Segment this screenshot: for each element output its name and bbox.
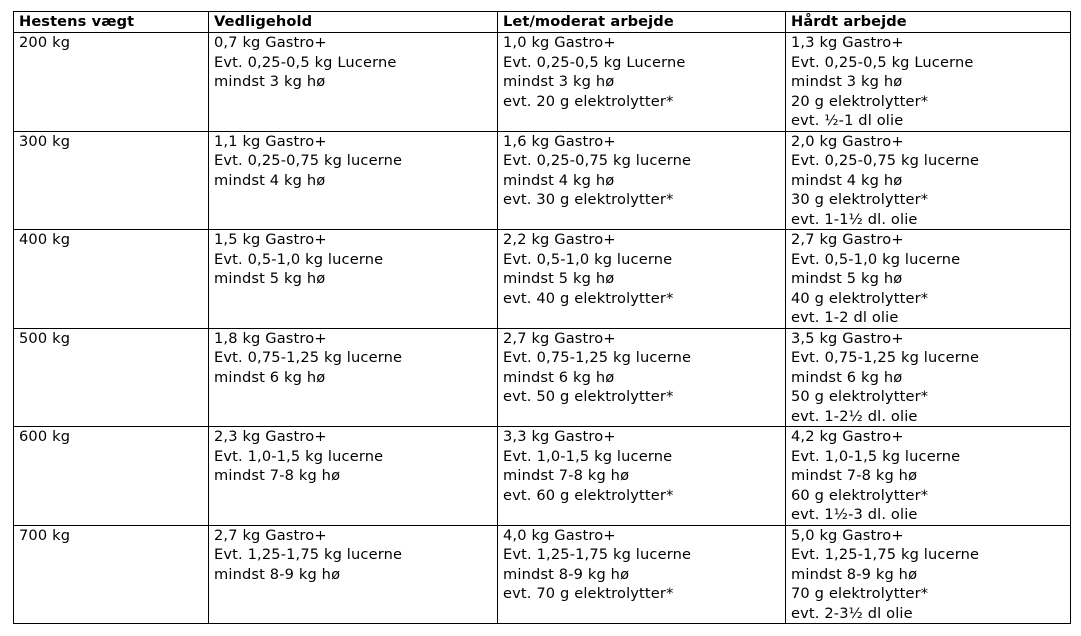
feed-line: evt. 1-2½ dl. olie	[791, 407, 918, 425]
feed-line: Evt. 0,25-0,5 kg Lucerne	[214, 53, 397, 71]
feed-line: Evt. 1,25-1,75 kg lucerne	[503, 546, 692, 563]
horse-weight-cell: 300 kg	[14, 131, 209, 230]
maintenance-cell	[209, 328, 498, 427]
feed-line: 4,0 kg Gastro+	[503, 526, 616, 544]
header-row	[14, 12, 1071, 33]
feed-line: 2,3 kg Gastro+	[214, 428, 327, 445]
table-row	[14, 230, 1071, 329]
feed-line: Evt. 1,0-1,5 kg lucerne	[503, 447, 673, 465]
feed-line: mindst 5 kg hø	[791, 270, 903, 287]
feed-line: Evt. 0,25-0,5 kg Lucerne	[791, 53, 974, 71]
feed-line: Evt. 0,25-0,75 kg lucerne	[791, 152, 980, 169]
feed-line: mindst 3 kg hø	[214, 73, 326, 90]
feed-line: evt. 1½-3 dl. olie	[791, 506, 918, 523]
feed-line: evt. 40 g elektrolytter*	[503, 289, 674, 307]
feed-line: 2,7 kg Gastro+	[791, 231, 904, 248]
feed-line: mindst 6 kg hø	[791, 368, 903, 386]
feed-line: evt. 1-1½ dl. olie	[791, 210, 918, 228]
feed-line: 3,5 kg Gastro+	[791, 329, 904, 347]
feed-line: mindst 6 kg hø	[503, 368, 615, 386]
feed-line: evt. 70 g elektrolytter*	[503, 585, 674, 602]
feed-line: mindst 5 kg hø	[214, 270, 326, 287]
table-row	[14, 131, 1071, 230]
feed-line: 2,7 kg Gastro+	[503, 329, 616, 347]
feed-line: 2,0 kg Gastro+	[791, 132, 904, 150]
feed-line: evt. 30 g elektrolytter*	[503, 191, 674, 208]
feed-line: 1,1 kg Gastro+	[214, 132, 327, 150]
table-body	[14, 33, 1071, 624]
hard-work-cell	[786, 230, 1071, 329]
feed-line: Evt. 1,25-1,75 kg lucerne	[791, 546, 980, 563]
light-moderate-work-cell	[498, 328, 786, 427]
maintenance-cell	[209, 525, 498, 624]
feed-line: mindst 3 kg hø	[503, 73, 615, 90]
horse-weight-cell: 200 kg	[14, 33, 209, 132]
horse-weight-cell: 500 kg	[14, 328, 209, 427]
hard-work-cell	[786, 131, 1071, 230]
feed-line: mindst 8-9 kg hø	[503, 565, 630, 583]
table-row	[14, 328, 1071, 427]
feed-line: evt. 1-2 dl olie	[791, 309, 899, 326]
feed-line: 60 g elektrolytter*	[791, 486, 929, 504]
feed-line: mindst 7-8 kg hø	[503, 467, 630, 484]
maintenance-cell	[209, 33, 498, 132]
light-moderate-work-cell	[498, 230, 786, 329]
feed-line: evt. 20 g elektrolytter*	[503, 92, 674, 110]
feed-line: 50 g elektrolytter*	[791, 388, 929, 405]
light-moderate-work-cell	[498, 427, 786, 526]
feed-line: mindst 7-8 kg hø	[791, 467, 918, 484]
light-moderate-work-cell	[498, 525, 786, 624]
feed-line: 40 g elektrolytter*	[791, 289, 929, 307]
horse-weight-cell: 700 kg	[14, 525, 209, 624]
feed-line: 1,6 kg Gastro+	[503, 132, 616, 150]
feed-line: 2,7 kg Gastro+	[214, 526, 327, 544]
feed-line: mindst 8-9 kg hø	[214, 565, 341, 583]
feed-line: 4,2 kg Gastro+	[791, 428, 904, 445]
light-moderate-work-cell	[498, 33, 786, 132]
feed-line: Evt. 1,25-1,75 kg lucerne	[214, 546, 403, 563]
feed-line: mindst 6 kg hø	[214, 368, 326, 386]
maintenance-cell	[209, 427, 498, 526]
horse-weight-cell: 400 kg	[14, 230, 209, 329]
feed-line: Evt. 0,25-0,75 kg lucerne	[503, 152, 692, 169]
feeding-table	[13, 11, 1071, 624]
feed-line: Evt. 0,75-1,25 kg lucerne	[791, 349, 980, 366]
hard-work-cell	[786, 328, 1071, 427]
column-header-maintenance: Vedligehold	[209, 12, 498, 33]
hard-work-cell	[786, 33, 1071, 132]
feed-line: evt. 60 g elektrolytter*	[503, 486, 674, 504]
feed-line: 20 g elektrolytter*	[791, 92, 929, 110]
hard-work-cell	[786, 525, 1071, 624]
feed-line: Evt. 0,25-0,75 kg lucerne	[214, 152, 403, 169]
feed-line: mindst 3 kg hø	[791, 73, 903, 90]
feed-line: Evt. 0,25-0,5 kg Lucerne	[503, 53, 686, 71]
feed-line: 30 g elektrolytter*	[791, 191, 929, 208]
column-header-weight: Hestens vægt	[14, 12, 209, 33]
feed-line: mindst 8-9 kg hø	[791, 565, 918, 583]
feed-line: 2,2 kg Gastro+	[503, 231, 616, 248]
table-row	[14, 525, 1071, 624]
maintenance-cell	[209, 131, 498, 230]
feed-line: mindst 5 kg hø	[503, 270, 615, 287]
feed-line: Evt. 1,0-1,5 kg lucerne	[791, 447, 961, 465]
hard-work-cell	[786, 427, 1071, 526]
feed-line: mindst 4 kg hø	[214, 171, 326, 189]
feed-line: 1,5 kg Gastro+	[214, 231, 327, 248]
feed-line: mindst 4 kg hø	[791, 171, 903, 189]
feed-line: mindst 4 kg hø	[503, 171, 615, 189]
feed-line: 1,8 kg Gastro+	[214, 329, 327, 347]
table-row	[14, 427, 1071, 526]
feed-line: Evt. 0,5-1,0 kg lucerne	[214, 250, 384, 268]
column-header-light-moderate-work: Let/moderat arbejde	[498, 12, 786, 33]
table-header	[14, 12, 1071, 33]
feed-line: 70 g elektrolytter*	[791, 585, 929, 602]
maintenance-cell	[209, 230, 498, 329]
table-row	[14, 33, 1071, 132]
feed-line: Evt. 0,5-1,0 kg lucerne	[503, 250, 673, 268]
feed-line: 1,0 kg Gastro+	[503, 34, 616, 51]
feed-line: 0,7 kg Gastro+	[214, 34, 327, 51]
feed-line: evt. ½-1 dl olie	[791, 112, 904, 129]
light-moderate-work-cell	[498, 131, 786, 230]
horse-weight-cell: 600 kg	[14, 427, 209, 526]
feed-line: 1,3 kg Gastro+	[791, 34, 904, 51]
feed-line: Evt. 0,5-1,0 kg lucerne	[791, 250, 961, 268]
feed-line: 3,3 kg Gastro+	[503, 428, 616, 445]
feed-line: evt. 2-3½ dl olie	[791, 604, 913, 622]
column-header-hard-work: Hårdt arbejde	[786, 12, 1071, 33]
feed-line: Evt. 0,75-1,25 kg lucerne	[214, 349, 403, 366]
feed-line: evt. 50 g elektrolytter*	[503, 388, 674, 405]
feed-line: mindst 7-8 kg hø	[214, 467, 341, 484]
feed-line: Evt. 0,75-1,25 kg lucerne	[503, 349, 692, 366]
feed-line: Evt. 1,0-1,5 kg lucerne	[214, 447, 384, 465]
feed-line: 5,0 kg Gastro+	[791, 526, 904, 544]
